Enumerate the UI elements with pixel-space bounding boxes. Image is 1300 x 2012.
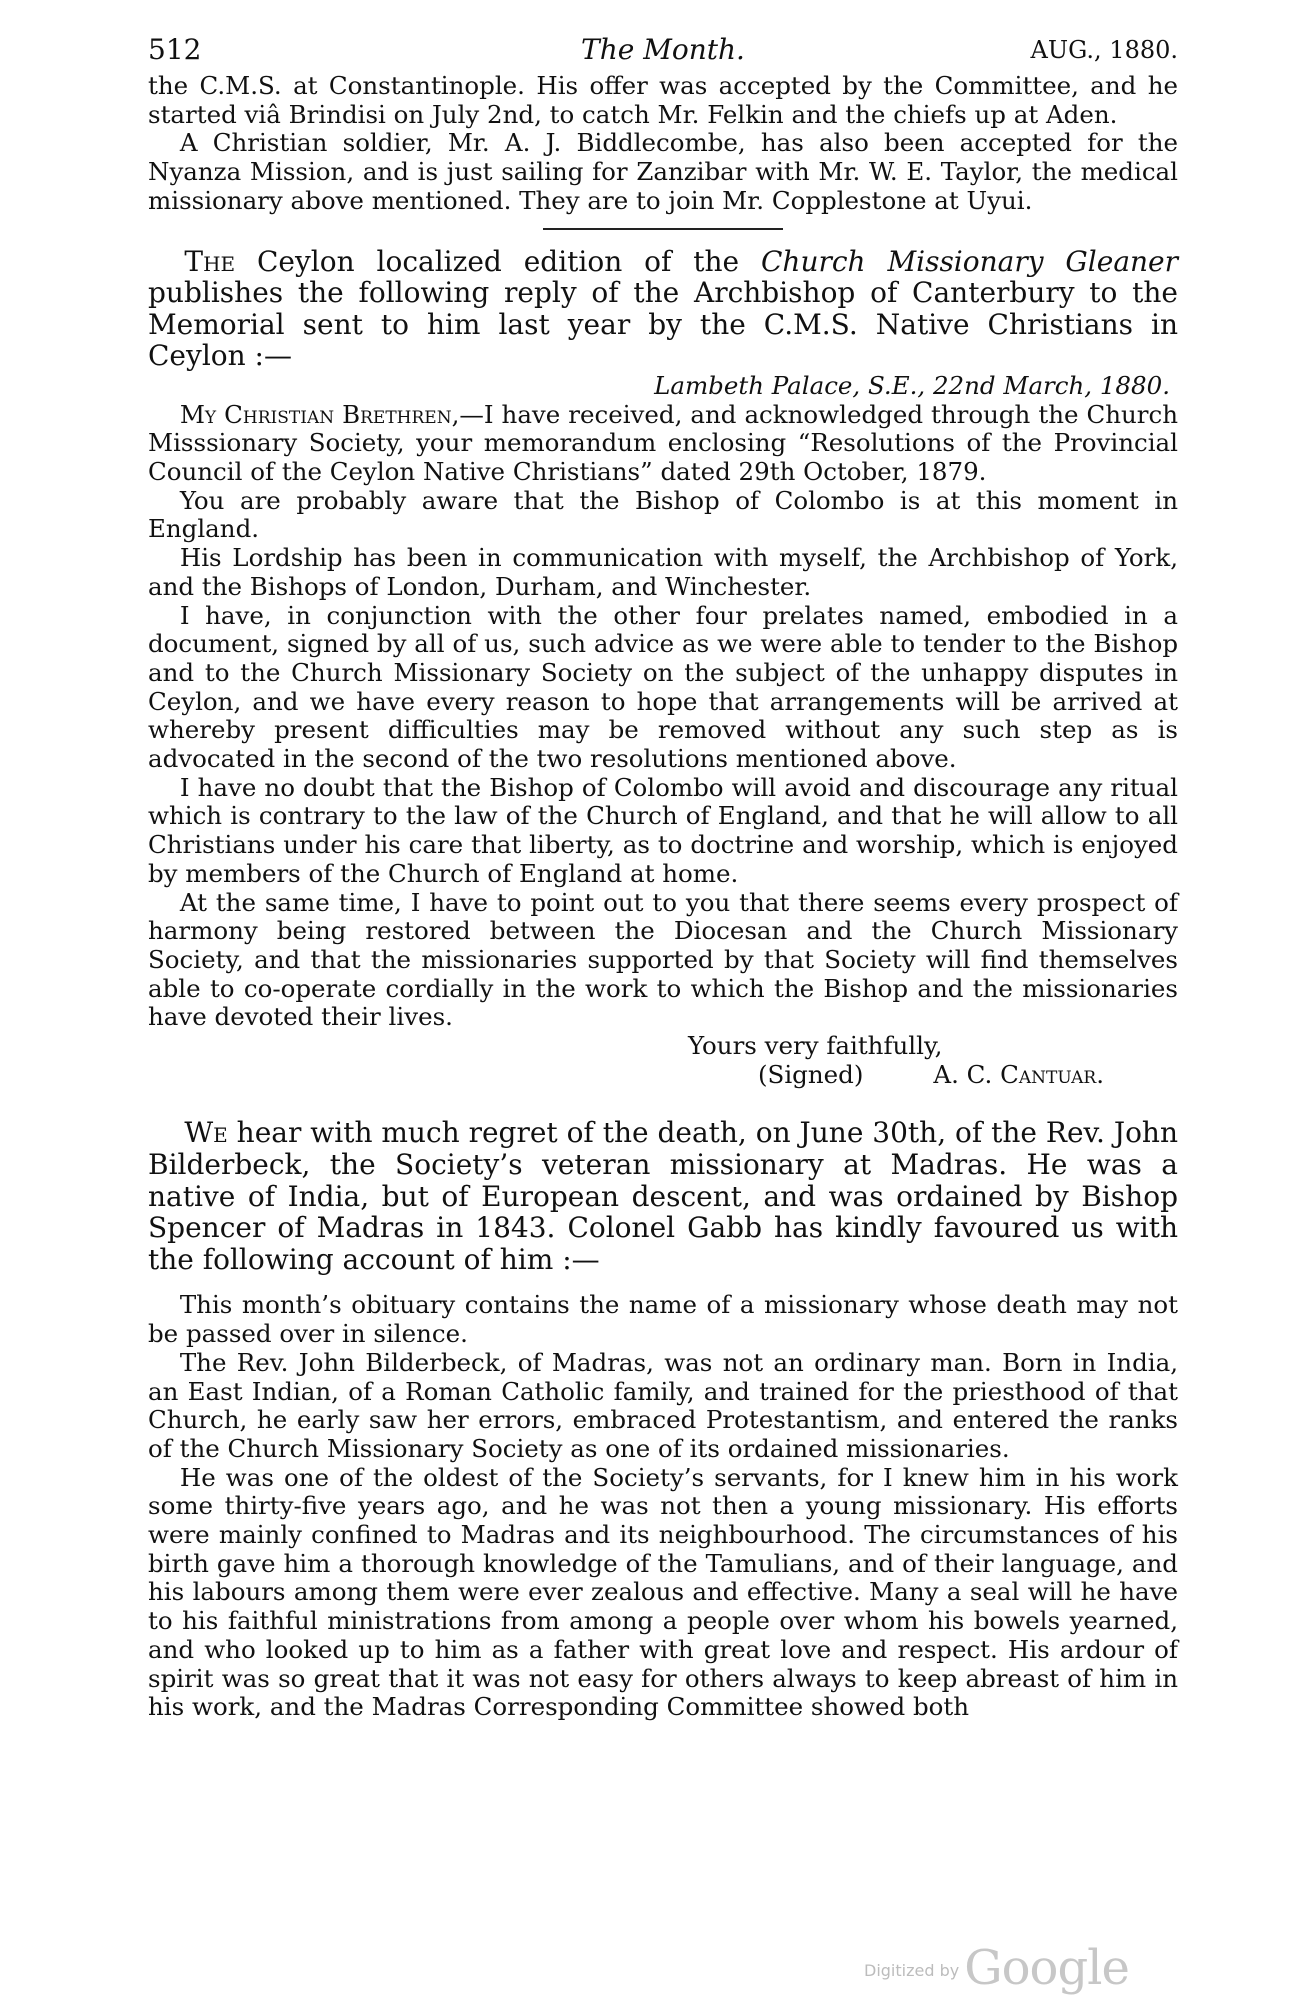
paragraph: A Christian soldier, Mr. A. J. Biddlecombe, has also been accepted for the Nyanza Mission, and is just sailing for Zanzibar with Mr. W. E. Taylor, the medical missionary above mentioned. They are to join Mr. Copplestone at Uyui. — [148, 128, 1178, 215]
lead-word: The — [184, 244, 236, 278]
digitized-by-google-watermark — [864, 1940, 1129, 1996]
digitized-by-label: Digitized by — [864, 1961, 960, 1980]
spacer — [148, 1275, 1178, 1291]
running-title: The Month. — [581, 33, 745, 66]
paragraph: He was one of the oldest of the Society’s servants, for I knew him in his work some thirty-five years ago, and he was not then a young missionary. His efforts were mainly confined to Madras and its neighbourhood. The circumstances of his birth gave him a thorough knowledge of the Tamulians, and of their language, and his labours among them were ever zealous and effective. Many a seal will he have to his faithful ministrations from among a people over whom his bowels yearned, and who looked up to him as a father with great love and respect. His ardour of spirit was so great that it was not easy for others always to keep abreast of him in his work, and the Madras Corresponding Committee showed both — [148, 1462, 1178, 1722]
paragraph: His Lordship has been in communication with myself, the Archbishop of York, and the Bishops of London, Durham, and Winchester. — [148, 543, 1178, 601]
issue-date: AUG., 1880. — [1030, 36, 1178, 64]
paragraph: I have no doubt that the Bishop of Colombo will avoid and discourage any ritual which is contrary to the law of the Church of England, and that he will allow to all Christians under his care that liberty, as to doctrine and worship, which is enjoyed by members of the Church of England at home. — [148, 772, 1178, 888]
signature: A. C. Cantuar. — [933, 1059, 1105, 1089]
paragraph — [148, 401, 1178, 487]
running-header — [148, 28, 1178, 72]
spacer — [148, 1089, 1178, 1117]
signed-label: (Signed) — [758, 1059, 864, 1089]
paragraph: At the same time, I have to point out to you that there seems every prospect of harmony being restored between the Diocesan and the Church Missionary Society, and that the missionaries supported by that Society will find themselves able to co-operate cordially in the work to which the Bishop and the missionaries have devoted their lives. — [148, 887, 1178, 1032]
paragraph — [148, 246, 1178, 372]
lead-word: We — [184, 1116, 228, 1150]
section-ceylon-intro — [148, 246, 1178, 372]
letter-signature-line — [148, 1061, 1178, 1090]
google-logo: Google — [964, 1940, 1129, 1996]
obituary-quote — [148, 1291, 1178, 1722]
text-run: publishes the following reply of the Archbishop of Canterbury to the Memorial sent to him last year by the C.M.S. Native Christians in Ceylon :— — [148, 276, 1178, 373]
paragraph: I have, in conjunction with the other four prelates named, embodied in a document, signed by all of us, such advice as we were able to tender to the Bishop and to the Church Missionary Society on the subject of the unhappy disputes in Ceylon, and we have every reason to hope that arrangements will be arrived at whereby present difficulties may be removed without any such step as is advocated in the second of the two resolutions mentioned above. — [148, 600, 1178, 774]
archbishop-letter — [148, 372, 1178, 1090]
section-divider — [543, 228, 783, 230]
paragraph: You are probably aware that the Bishop of Colombo is at this moment in England. — [148, 485, 1178, 544]
section-cms-notes — [148, 72, 1178, 216]
page-number: 512 — [148, 33, 202, 66]
letter-dateline: Lambeth Palace, S.E., 22nd March, 1880. — [654, 370, 1170, 400]
salutation: My Christian Brethren, — [179, 399, 460, 429]
text-run: Ceylon localized edition of the — [235, 244, 761, 278]
text-run: —I have received, and acknowledged through the Church Misssionary Society, your memorandum enclosing “Resolutions of the Provincial Council of the Ceylon Native Christians” dated 29th October, 1879. — [148, 399, 1178, 486]
paragraph: This month’s obituary contains the name of a missionary whose death may not be passed over in silence. — [148, 1290, 1178, 1349]
paragraph: the C.M.S. at Constantinople. His offer was accepted by the Committee, and he started viâ Brindisi on July 2nd, to catch Mr. Felkin and the chiefs up at Aden. — [148, 71, 1178, 129]
section-bilderbeck-intro — [148, 1117, 1178, 1275]
paragraph: The Rev. John Bilderbeck, of Madras, was not an ordinary man. Born in India, an East Indian, of a Roman Catholic family, and trained for the priesthood of that Church, he early saw her errors, embraced Protestantism, and entered the ranks of the Church Missionary Society as one of its ordained missionaries. — [148, 1347, 1178, 1463]
page — [148, 28, 1178, 1722]
letter-closing: Yours very faithfully, — [688, 1031, 943, 1061]
paragraph — [148, 1117, 1178, 1275]
text-run: hear with much regret of the death, on June 30th, of the Rev. John Bilderbeck, the Society’s veteran missionary at Madras. He was a native of India, but of European descent, and was ordained by Bishop Spencer of Madras in 1843. Colonel Gabb has kindly favoured us with the following account of him :— — [148, 1116, 1178, 1276]
publication-title: Church Missionary Gleaner — [760, 244, 1178, 278]
